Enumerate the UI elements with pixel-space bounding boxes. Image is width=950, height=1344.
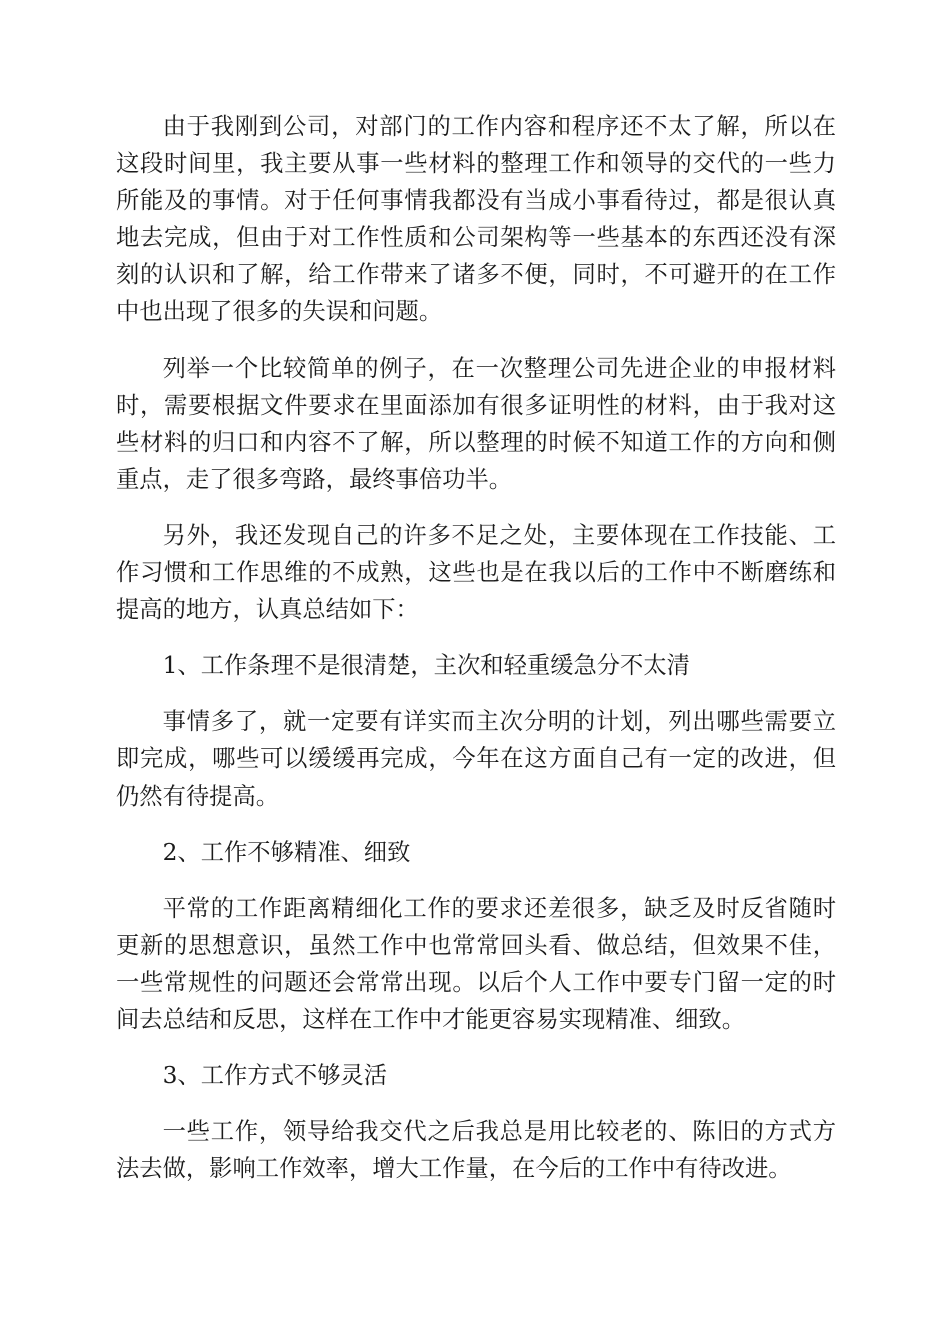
document-body: [116, 108, 836, 1206]
section-heading-2: 2、工作不够精准、细致: [162, 838, 411, 866]
paragraph-intro: 由于我刚到公司，对部门的工作内容和程序还不太了解，所以在这段时间里，我主要从事一些材料的整理工作和领导的交代的一些力所能及的事情。对于任何事情我都没有当成小事看待过，都是很认真地去完成，但由于对工作性质和公司架构等一些基本的东西还没有深刻的认识和了解，给工作带来了诸多不便，同时，不可避开的在工作中也出现了很多的失误和问题。: [116, 113, 836, 326]
paragraph-section-2: 平常的工作距离精细化工作的要求还差很多，缺乏及时反省随时更新的思想意识，虽然工作中也常常回头看、做总结，但效果不佳，一些常规性的问题还会常常出现。以后个人工作中要专门留一定的时间去总结和反思，这样在工作中才能更容易实现精准、细致。: [116, 894, 836, 1033]
paragraph-shortcomings: 另外，我还发现自己的许多不足之处，主要体现在工作技能、工作习惯和工作思维的不成熟，这些也是在我以后的工作中不断磨练和提高的地方，认真总结如下：: [116, 521, 836, 624]
section-heading-1: 1、工作条理不是很清楚，主次和轻重缓急分不太清: [162, 652, 690, 680]
paragraph-example: 列举一个比较简单的例子，在一次整理公司先进企业的申报材料时，需要根据文件要求在里面添加有很多证明性的材料，由于我对这些材料的归口和内容不了解，所以整理的时候不知道工作的方向和侧重点，走了很多弯路，最终事倍功半。: [116, 354, 836, 493]
section-heading-3: 3、工作方式不够灵活: [162, 1062, 388, 1090]
paragraph-section-1: 事情多了，就一定要有详实而主次分明的计划，列出哪些需要立即完成，哪些可以缓缓再完成，今年在这方面自己有一定的改进，但仍然有待提高。: [116, 708, 836, 810]
paragraph-section-3: 一些工作，领导给我交代之后我总是用比较老的、陈旧的方式方法去做，影响工作效率，增大工作量，在今后的工作中有待改进。: [116, 1118, 836, 1183]
